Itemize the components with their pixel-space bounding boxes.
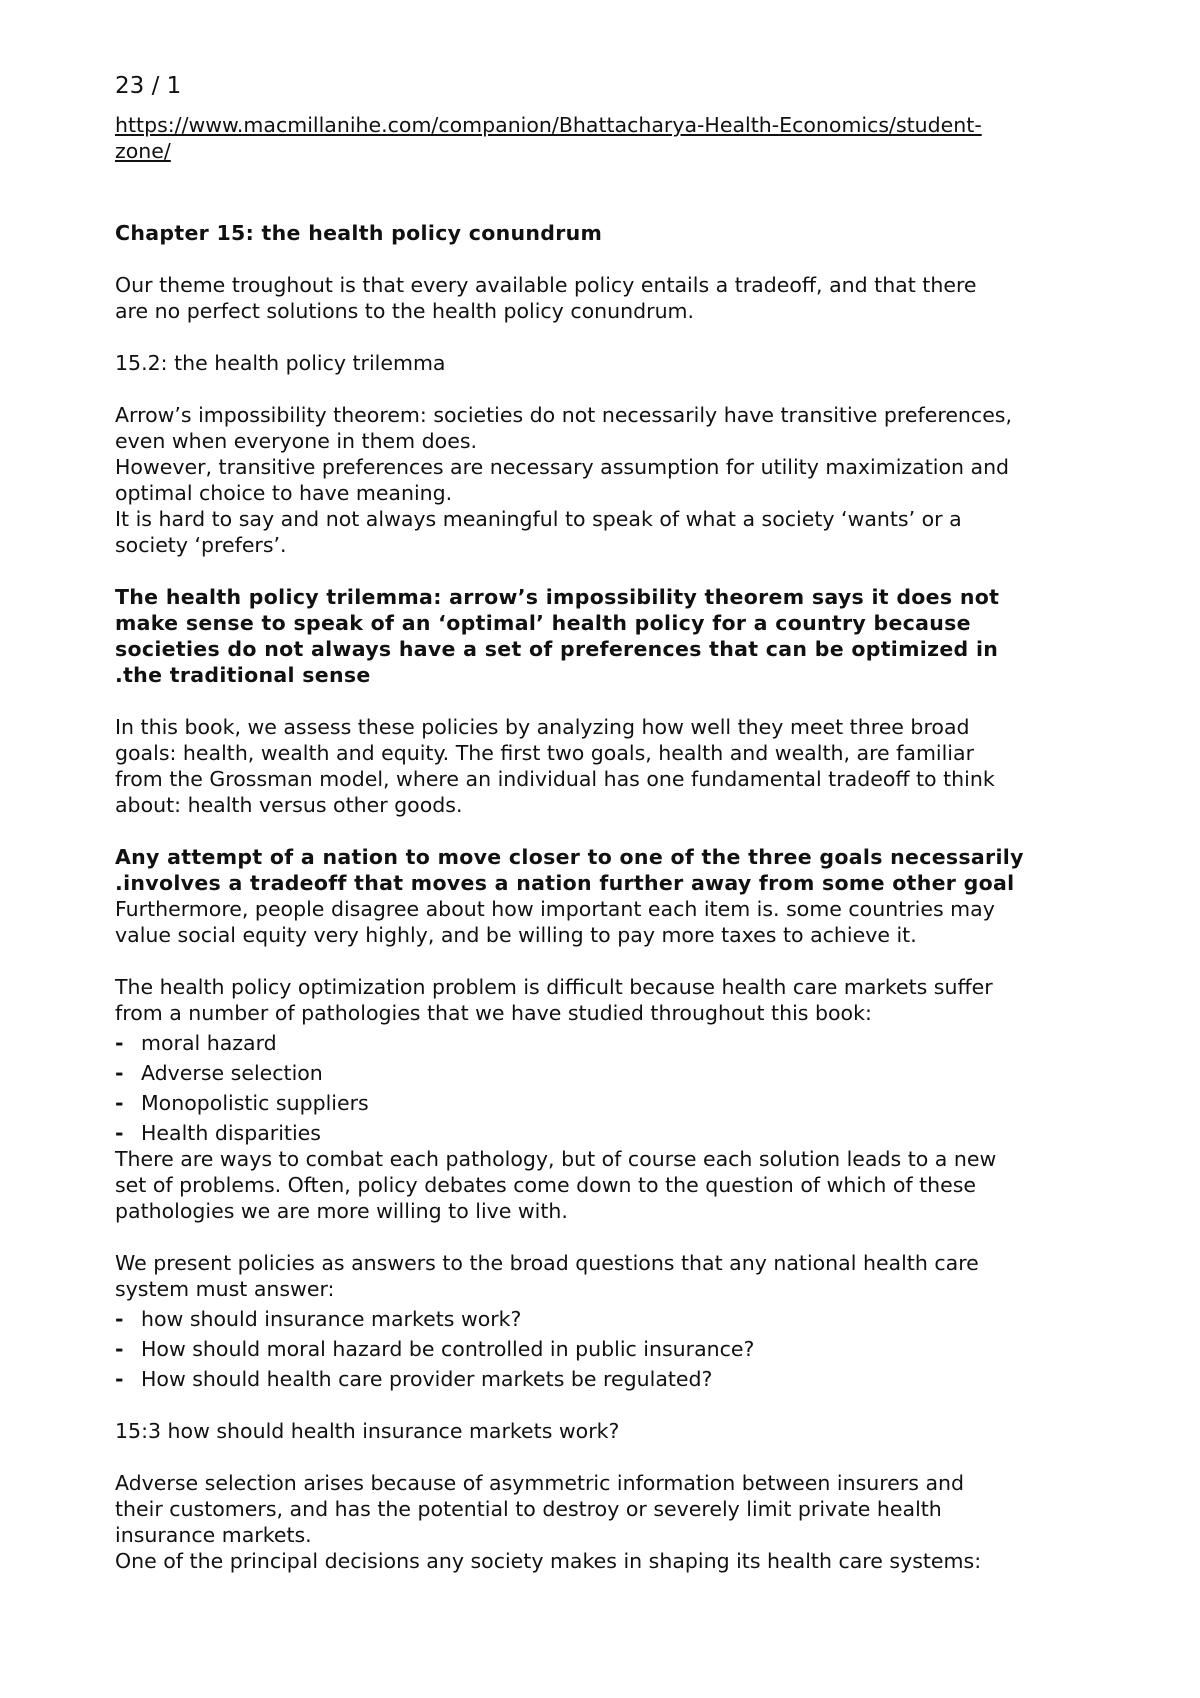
- page-number: 23 / 1: [115, 73, 182, 99]
- text-line: Adverse selection arises because of asymmetric information between insurers and: [115, 1471, 965, 1495]
- text-line: We present policies as answers to the broad questions that any national health care: [115, 1251, 979, 1275]
- text-line: about: health versus other goods.: [115, 793, 463, 817]
- list-item-text: moral hazard: [141, 1031, 277, 1055]
- list-item: [115, 1336, 1115, 1362]
- text-line: Arrow’s impossibility theorem: societies do not necessarily have transitive preferences,: [115, 403, 1013, 427]
- text-line: There are ways to combat each pathology, but of course each solution leads to a new: [115, 1147, 997, 1171]
- optimization-paragraph: [115, 974, 1115, 1026]
- text-line: insurance markets.: [115, 1523, 312, 1547]
- list-item: [115, 1060, 1115, 1086]
- questions-paragraph: [115, 1250, 1115, 1302]
- section-heading-15-2: 15.2: the health policy trilemma: [115, 351, 446, 375]
- text-line: their customers, and has the potential to destroy or severely limit private health: [115, 1497, 942, 1521]
- section-heading-15-3: 15:3 how should health insurance markets work?: [115, 1419, 620, 1443]
- list-item: [115, 1090, 1115, 1116]
- combat-paragraph: [115, 1146, 1115, 1224]
- text-line: However, transitive preferences are necessary assumption for utility maximization and: [115, 455, 1010, 479]
- list-dash: -: [115, 1061, 124, 1085]
- text-line: It is hard to say and not always meaningful to speak of what a society ‘wants’ or a: [115, 507, 962, 531]
- list-dash: -: [115, 1091, 124, 1115]
- goals-paragraph: [115, 714, 1115, 818]
- list-dash: -: [115, 1367, 124, 1391]
- text-line: pathologies we are more willing to live with.: [115, 1199, 568, 1223]
- text-line: are no perfect solutions to the health policy conundrum.: [115, 299, 695, 323]
- list-item: [115, 1030, 1115, 1056]
- text-line: from the Grossman model, where an individual has one fundamental tradeoff to think: [115, 767, 995, 791]
- list-dash: -: [115, 1031, 124, 1055]
- list-dash: -: [115, 1337, 124, 1361]
- text-line: One of the principal decisions any society makes in shaping its health care systems:: [115, 1549, 982, 1573]
- text-line: goals: health, wealth and equity. The first two goals, health and wealth, are familiar: [115, 741, 974, 765]
- list-dash: -: [115, 1121, 124, 1145]
- text-line: from a number of pathologies that we have studied throughout this book:: [115, 1001, 872, 1025]
- trilemma-statement: [115, 584, 1115, 688]
- text-line: .the traditional sense: [115, 663, 371, 687]
- text-line: In this book, we assess these policies by analyzing how well they meet three broad: [115, 715, 970, 739]
- text-line: The health policy trilemma: arrow’s impossibility theorem says it does not: [115, 585, 1000, 609]
- questions-list: [115, 1306, 1115, 1392]
- document-page: [115, 72, 1115, 1574]
- list-item-text: how should insurance markets work?: [141, 1307, 522, 1331]
- text-line: set of problems. Often, policy debates come down to the question of which of these: [115, 1173, 977, 1197]
- adverse-selection-paragraph: [115, 1470, 1115, 1574]
- text-line: Furthermore, people disagree about how important each item is. some countries may: [115, 897, 995, 921]
- list-dash: -: [115, 1307, 124, 1331]
- list-item-text: How should moral hazard be controlled in public insurance?: [141, 1337, 755, 1361]
- text-line: make sense to speak of an ‘optimal’ health policy for a country because: [115, 611, 971, 635]
- list-item: [115, 1306, 1115, 1332]
- list-item-text: Monopolistic suppliers: [141, 1091, 369, 1115]
- text-line: society ‘prefers’.: [115, 533, 287, 557]
- text-line: The health policy optimization problem is difficult because health care markets suffer: [115, 975, 993, 999]
- text-line: system must answer:: [115, 1277, 335, 1301]
- intro-paragraph: [115, 272, 1115, 324]
- text-line: .involves a tradeoff that moves a nation further away from some other goal: [115, 871, 1015, 895]
- tradeoff-statement: [115, 844, 1115, 896]
- chapter-title: Chapter 15: the health policy conundrum: [115, 221, 603, 245]
- text-line: societies do not always have a set of preferences that can be optimized in: [115, 637, 999, 661]
- text-line: value social equity very highly, and be willing to pay more taxes to achieve it.: [115, 923, 917, 947]
- list-item: [115, 1366, 1115, 1392]
- url-link[interactable]: [115, 112, 1115, 164]
- pathologies-list: [115, 1030, 1115, 1146]
- list-item-text: Adverse selection: [141, 1061, 323, 1085]
- list-item-text: Health disparities: [141, 1121, 321, 1145]
- text-line: Our theme troughout is that every available policy entails a tradeoff, and that there: [115, 273, 977, 297]
- arrow-paragraph: [115, 402, 1115, 558]
- disagree-paragraph: [115, 896, 1115, 948]
- list-item-text: How should health care provider markets be regulated?: [141, 1367, 713, 1391]
- list-item: [115, 1120, 1115, 1146]
- text-line: Any attempt of a nation to move closer to one of the three goals necessarily: [115, 845, 1024, 869]
- url-line-1[interactable]: https://www.macmillanihe.com/companion/Bhattacharya-Health-Economics/student-: [115, 113, 982, 137]
- text-line: even when everyone in them does.: [115, 429, 478, 453]
- text-line: optimal choice to have meaning.: [115, 481, 453, 505]
- url-line-2[interactable]: zone/: [115, 139, 171, 163]
